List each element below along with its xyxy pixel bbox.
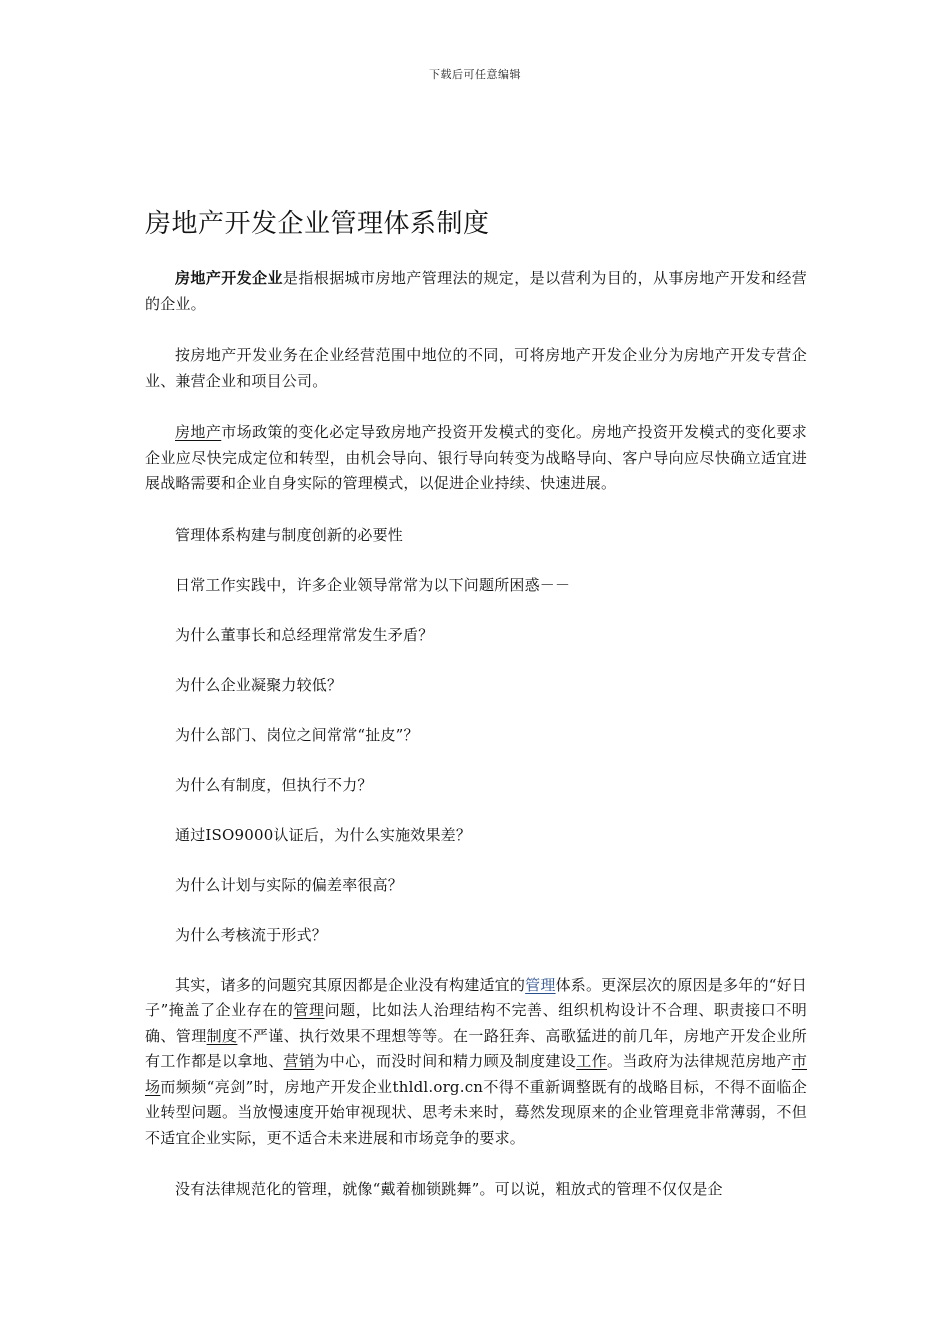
paragraph-classification: 按房地产开发业务在企业经营范围中地位的不同，可将房地产开发企业分为房地产开发专营企业、兼营企业和项目公司。 <box>145 346 807 390</box>
question-item: 为什么董事长和总经理常常发生矛盾？ <box>175 625 434 644</box>
question-item: 为什么企业凝聚力较低？ <box>175 675 343 694</box>
question-item: 通过ISO9000认证后，为什么实施效果差？ <box>175 825 472 844</box>
link-marketing[interactable]: 营销 <box>283 1052 315 1070</box>
link-work[interactable]: 工作 <box>576 1052 608 1070</box>
paragraph-text: 体系。更深层次的原因是多年的“好日子”掩盖了企业存在的 <box>145 975 808 1019</box>
question-item: 为什么考核流于形式？ <box>175 925 328 944</box>
bold-term: 房地产开发企业 <box>175 269 283 287</box>
link-system[interactable]: 制度 <box>206 1026 238 1045</box>
link-real-estate[interactable]: 房地产 <box>175 423 222 441</box>
paragraph-text: 其实，诸多的问题究其原因都是企业没有构建适宜的 <box>175 975 526 994</box>
document-body <box>145 266 807 1229</box>
link-market[interactable]: 市场 <box>145 1052 808 1096</box>
paragraph-market-policy <box>145 420 807 497</box>
paragraph-text: 问题，比如法人治理结构不完善、组织机构设计不合理、职责接口不明确、管理 <box>145 1001 807 1045</box>
question-item: 为什么部门、岗位之间常常“扯皮”？ <box>175 725 419 744</box>
paragraph-text: 。当政府为法律规范房地产 <box>607 1052 792 1070</box>
link-management[interactable]: 管理 <box>525 975 556 994</box>
paragraph-text: 而频频“亮剑”时，房地产开发企业thldl.org.cn不得不重新调整既有的战略目标，不得不面临企业转型问题。当放慢速度开始审视现状、思考未来时，蓦然发现原来的企业管理竟非常薄弱，不但不适宜企业实际，更不适合未来进展和市场竞争的要求。 <box>145 1077 807 1147</box>
paragraph-conclusion: 没有法律规范化的管理，就像“戴着枷锁跳舞”。可以说，粗放式的管理不仅仅是企 <box>175 1180 723 1198</box>
paragraph-intro-questions: 日常工作实践中，许多企业领导常常为以下问题所困惑－－ <box>175 575 571 594</box>
paragraph-root-cause <box>145 973 807 1152</box>
paragraph-text: 为中心，而没时间和精力顾及制度建设 <box>314 1052 577 1070</box>
question-item: 为什么计划与实际的偏差率很高？ <box>175 875 404 894</box>
document-title: 房地产开发企业管理体系制度 <box>145 209 490 239</box>
question-item: 为什么有制度，但执行不力？ <box>175 775 373 794</box>
paragraph-text: 市场政策的变化必定导致房地产投资开发模式的变化。房地产投资开发模式的变化要求企业应尽快完成定位和转型，由机会导向、银行导向转变为战略导向、客户导向应尽快确立适宜进展战略需要和企业自身实际的管理模式，以促进企业持续、快速进展。 <box>145 423 807 492</box>
paragraph-section-heading: 管理体系构建与制度创新的必要性 <box>175 525 404 544</box>
paragraph-definition <box>145 266 807 317</box>
paragraph-text: 不严谨、执行效果不理想等等。在一路狂奔、高歌猛进的前几年，房地产开发企业所有工作都是以拿地、 <box>145 1026 808 1070</box>
header-note: 下载后可任意编辑 <box>429 68 521 81</box>
link-management-2[interactable]: 管理 <box>293 1001 325 1019</box>
paragraph-text: 是指根据城市房地产管理法的规定，是以营利为目的，从事房地产开发和经营的企业。 <box>145 269 807 313</box>
